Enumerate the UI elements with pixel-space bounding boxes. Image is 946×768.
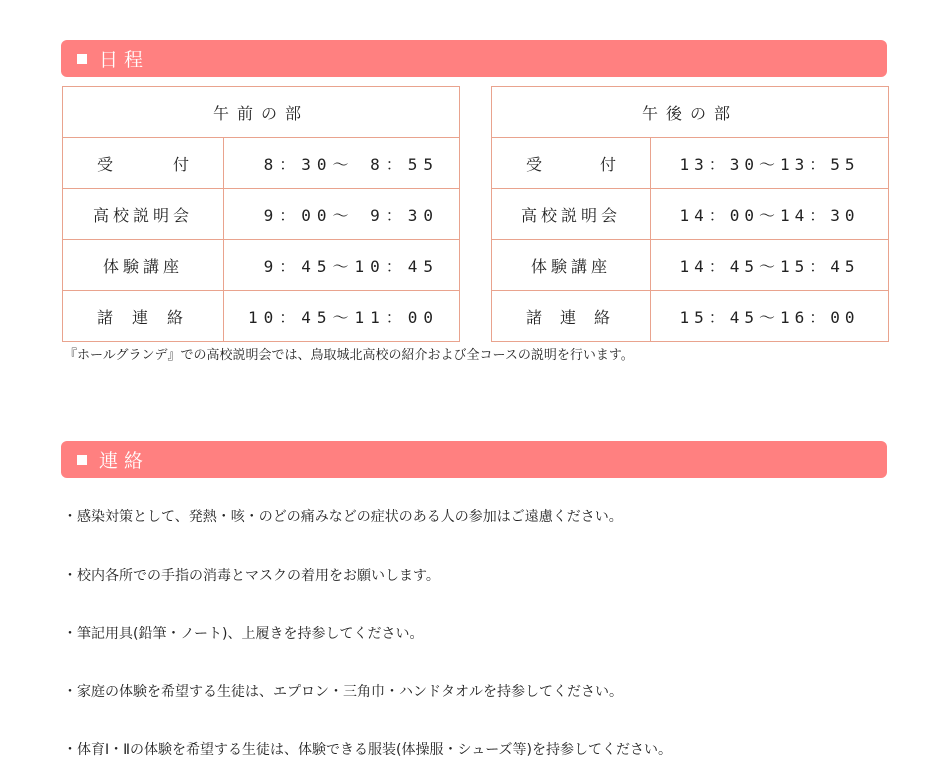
- row-time: 9：45～10：45: [224, 240, 460, 291]
- morning-title: 午前の部: [63, 87, 460, 138]
- row-label: 諸連絡: [63, 291, 224, 342]
- schedule-heading: 日程: [99, 49, 150, 71]
- table-row: [63, 138, 460, 189]
- list-item: ・体育Ⅰ・Ⅱの体験を希望する生徒は、体験できる服装(体操服・シューズ等)を持参してください。: [63, 742, 672, 758]
- list-item: ・感染対策として、発熱・咳・のどの痛みなどの症状のある人の参加はご遠慮ください。: [63, 509, 623, 525]
- table-row: [63, 189, 460, 240]
- afternoon-title: 午後の部: [492, 87, 889, 138]
- square-bullet-icon: [77, 54, 87, 64]
- list-item: ・校内各所での手指の消毒とマスクの着用をお願いします。: [63, 568, 440, 584]
- row-time: 14：45～15：45: [651, 240, 889, 291]
- table-row: [492, 138, 889, 189]
- table-row: [492, 291, 889, 342]
- row-label: 高校説明会: [492, 189, 651, 240]
- table-header-row: [492, 87, 889, 138]
- row-label: 受付: [492, 138, 651, 189]
- morning-schedule-table: [62, 86, 460, 342]
- row-time: 15：45～16：00: [651, 291, 889, 342]
- row-time: 10：45～11：00: [224, 291, 460, 342]
- row-label: 高校説明会: [63, 189, 224, 240]
- schedule-heading-bar: [61, 40, 887, 77]
- list-item: ・家庭の体験を希望する生徒は、エプロン・三角巾・ハンドタオルを持参してください。: [63, 684, 623, 700]
- row-time: 8：30～ 8：55: [224, 138, 460, 189]
- row-label: 体験講座: [492, 240, 651, 291]
- square-bullet-icon: [77, 455, 87, 465]
- afternoon-schedule-table: [491, 86, 889, 342]
- list-item: ・筆記用具(鉛筆・ノート)、上履きを持参してください。: [63, 626, 424, 642]
- contact-heading-bar: [61, 441, 887, 478]
- table-row: [63, 240, 460, 291]
- table-header-row: [63, 87, 460, 138]
- row-time: 14：00～14：30: [651, 189, 889, 240]
- table-row: [63, 291, 460, 342]
- table-row: [492, 189, 889, 240]
- schedule-note: 『ホールグランデ』での高校説明会では、鳥取城北高校の紹介および全コースの説明を行います。: [64, 348, 634, 363]
- row-label: 諸連絡: [492, 291, 651, 342]
- row-time: 9：00～ 9：30: [224, 189, 460, 240]
- row-label: 体験講座: [63, 240, 224, 291]
- table-row: [492, 240, 889, 291]
- row-label: 受付: [63, 138, 224, 189]
- contact-heading: 連絡: [99, 450, 150, 472]
- row-time: 13：30～13：55: [651, 138, 889, 189]
